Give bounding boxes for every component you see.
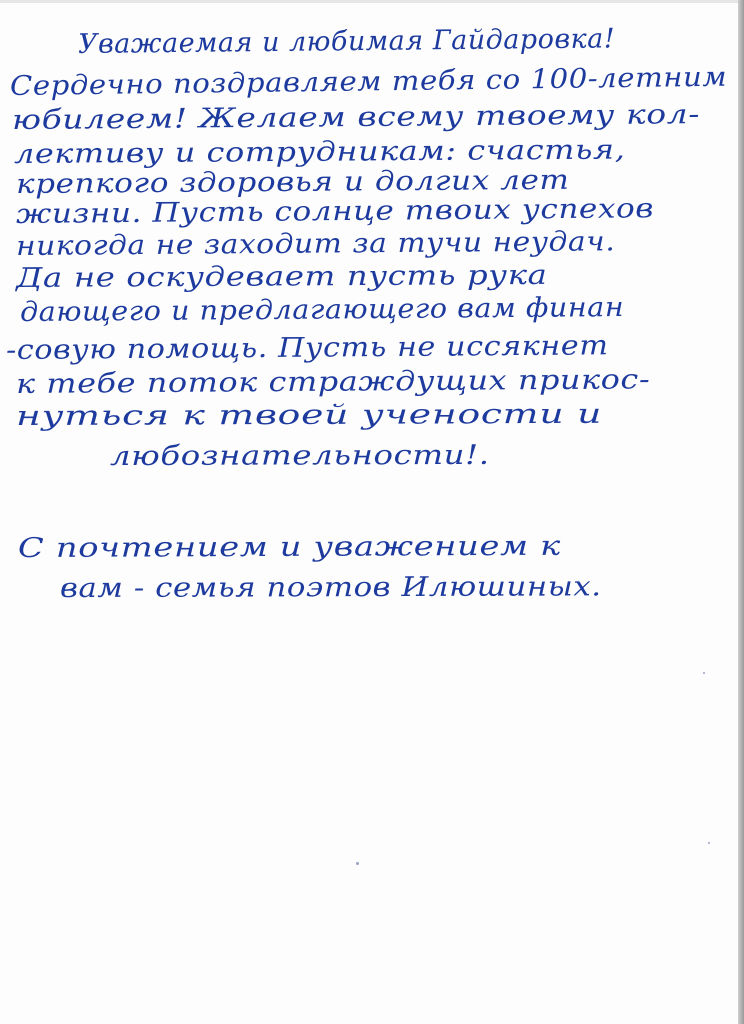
letter-line: крепкого здоровья и долгих лет — [15, 164, 570, 200]
letter-line: нуться к твоей учености и — [15, 398, 603, 432]
letter-line: никогда не заходит за тучи неудач. — [15, 226, 616, 262]
letter-line: жизни. Пусть солнце твоих успехов — [15, 193, 655, 230]
letter-line: к тебе поток страждущих прикос- — [15, 364, 651, 400]
letter-line: лективу и сотрудникам: счастья, — [13, 134, 626, 170]
letter-line: юбилеем! Желаем всему твоему кол- — [11, 99, 701, 136]
letter-line: -совую помощь. Пусть не иссякнет — [5, 330, 609, 366]
scan-edge-top — [0, 0, 744, 3]
closing-signature-line: вам - семья поэтов Илюшиных. — [59, 571, 602, 604]
scan-speck — [703, 672, 705, 674]
letter-line: Сердечно поздравляем тебя со 100-летним — [9, 61, 728, 102]
closing-line: С почтением и уважением к — [17, 530, 561, 564]
scan-speck — [708, 842, 710, 844]
letter-line-greeting: Уважаемая и любимая Гайдаровка! — [77, 23, 616, 60]
scan-speck — [356, 862, 359, 865]
letter-line: дающего и предлагающего вам финан — [19, 292, 625, 328]
scan-edge-right — [738, 0, 744, 1024]
letter-line-ending: любознательности!. — [109, 439, 490, 472]
letter-line: Да не оскудевает пусть рука — [15, 259, 548, 294]
